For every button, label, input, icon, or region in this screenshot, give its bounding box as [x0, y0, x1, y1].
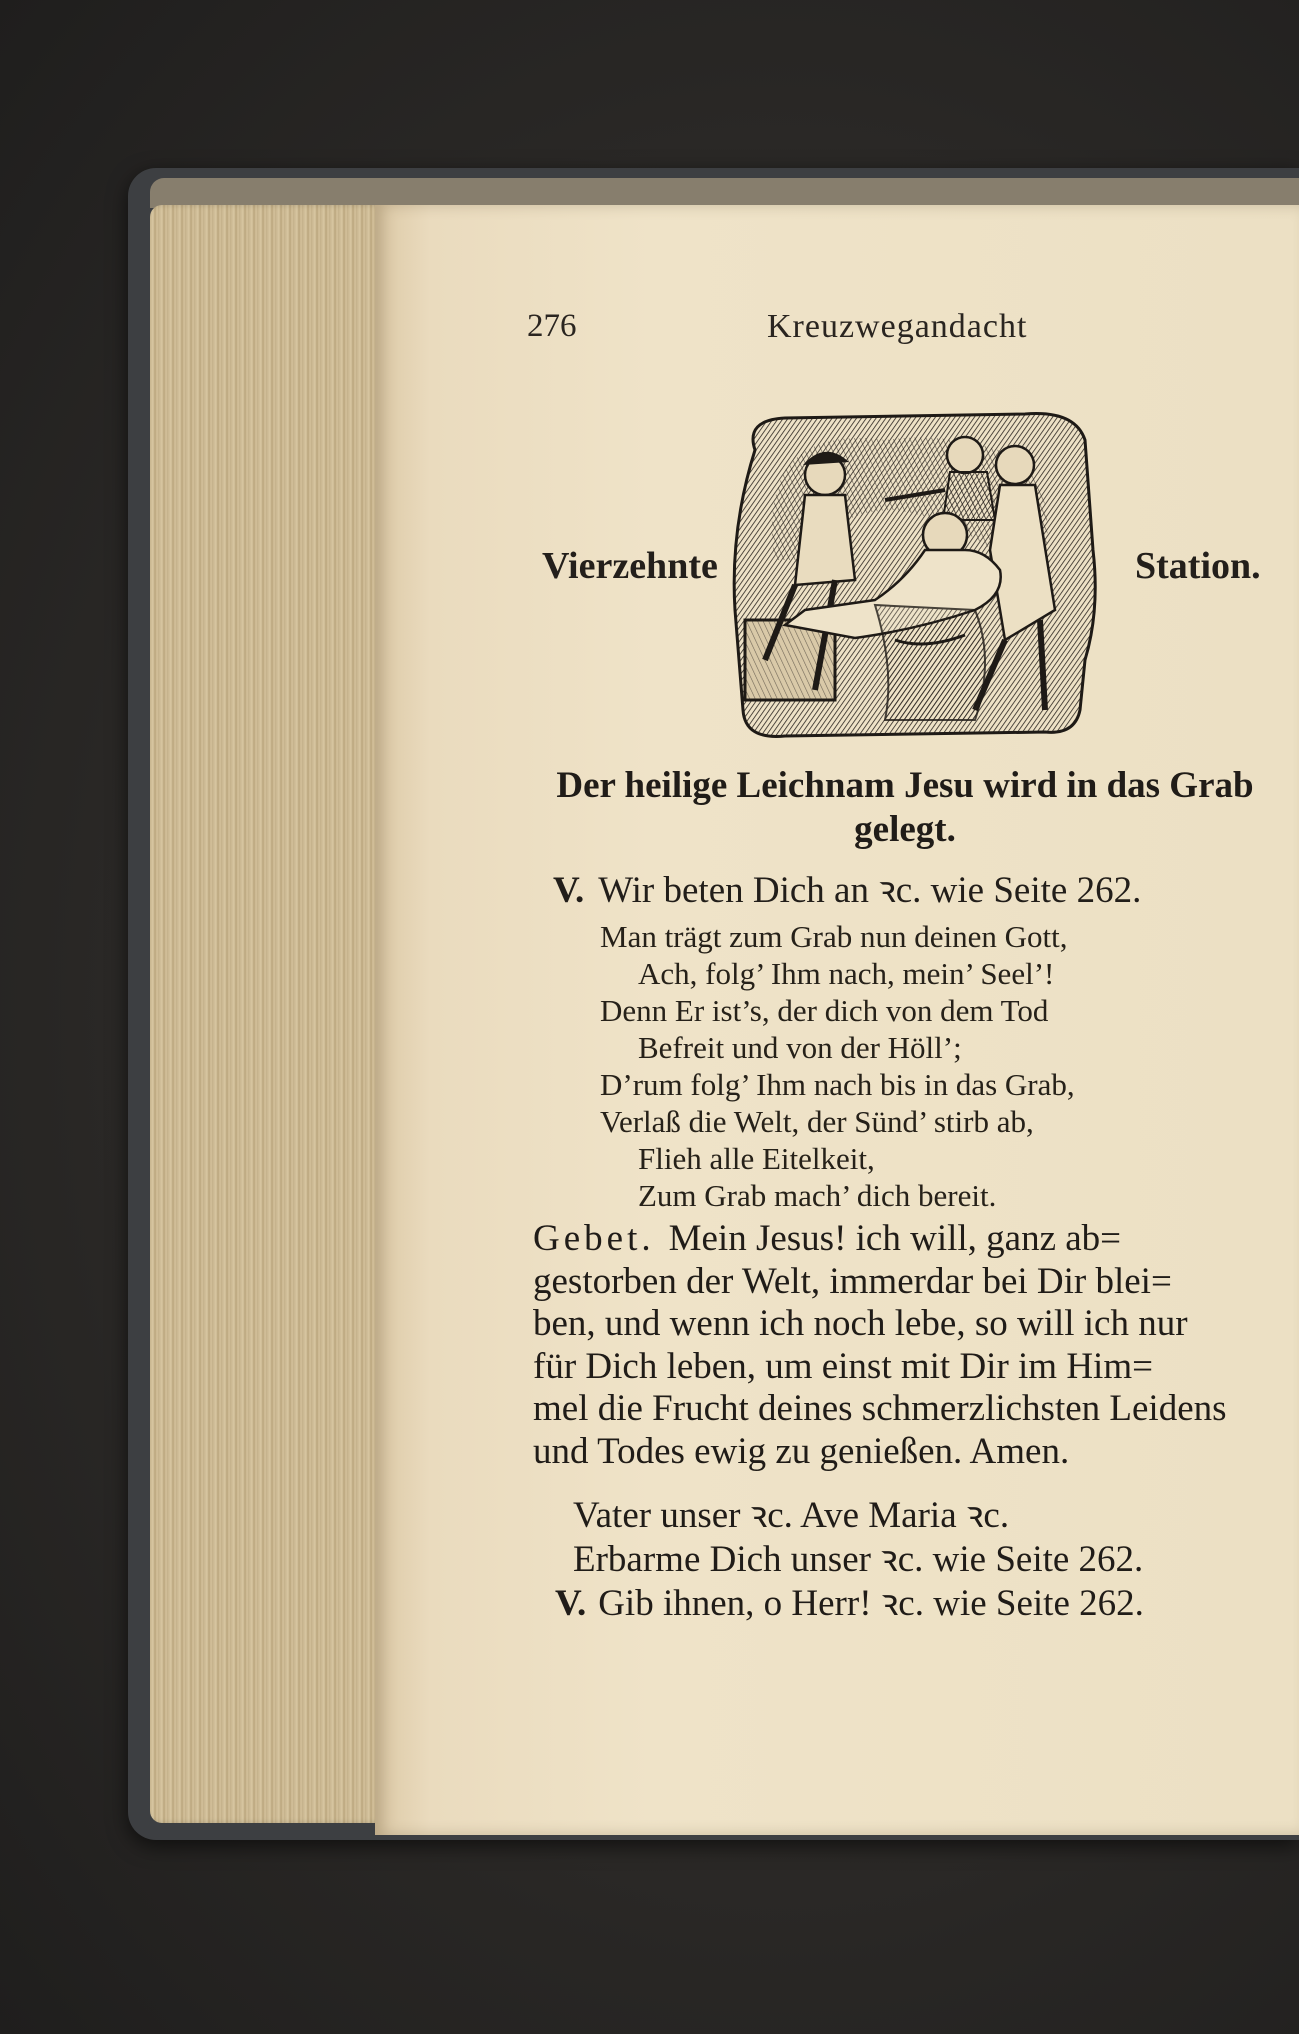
hymn-line: Ach, folg’ Ihm nach, mein’ Seel’!	[638, 956, 1055, 991]
closing-line: Erbarme Dich unser ꝛc. wie Seite 262.	[573, 1539, 1144, 1580]
closing-prayers	[555, 1494, 1293, 1626]
versicle-text: Wir beten Dich an ꝛc. wie Seite 262.	[598, 870, 1142, 911]
prayer-paragraph	[533, 1218, 1278, 1473]
prayer-line: mel die Frucht deines schmerzlichsten Leidens	[533, 1388, 1227, 1429]
prayer-line: für Dich leben, um einst mit Dir im Him=	[533, 1345, 1153, 1387]
versicle-mark: V.	[555, 1583, 587, 1624]
entombment-woodcut-illustration	[725, 410, 1100, 740]
prayer-line: gestorben der Welt, immerdar bei Dir blei=	[533, 1260, 1172, 1302]
prayer-line	[533, 1218, 1278, 1261]
prayer-label: Gebet.	[533, 1218, 655, 1259]
running-header	[527, 300, 1287, 350]
book-top-edge	[150, 178, 1299, 208]
versicle-text: Gib ihnen, o Herr! ꝛc. wie Seite 262.	[598, 1583, 1144, 1624]
station-heading-row	[530, 410, 1290, 740]
station-title-line-1: Der heilige Leichnam Jesu wird in das Grab	[556, 765, 1254, 806]
versicle-mark: V.	[553, 870, 585, 911]
hymn-line: D’rum folg’ Ihm nach bis in das Grab,	[600, 1067, 1075, 1102]
prayer-line: und Todes ewig zu genießen. Amen.	[533, 1430, 1070, 1472]
closing-line: Vater unser ꝛc. Ave Maria ꝛc.	[573, 1495, 1010, 1536]
hymn-line: Zum Grab mach’ dich bereit.	[638, 1178, 997, 1213]
station-title	[545, 764, 1265, 852]
hymn-line: Befreit und von der Höll’;	[638, 1030, 962, 1065]
page-number: 276	[527, 308, 577, 344]
station-label-left: Vierzehnte	[542, 545, 718, 587]
station-label-right: Station.	[1135, 545, 1261, 587]
hymn-line: Man trägt zum Grab nun deinen Gott,	[600, 919, 1068, 954]
hymn-verse	[600, 918, 1280, 1214]
hymn-line: Flieh alle Eitelkeit,	[638, 1141, 875, 1176]
prayer-line: ben, und wenn ich noch lebe, so will ich nur	[533, 1303, 1188, 1344]
closing-versicle	[555, 1582, 1293, 1626]
station-title-line-2: gelegt.	[854, 809, 956, 850]
versicle	[553, 862, 1293, 913]
hymn-line: Verlaß die Welt, der Sünd’ stirb ab,	[600, 1104, 1034, 1139]
prayer-text: Mein Jesus! ich will, ganz ab=	[668, 1218, 1122, 1259]
hymn-line: Denn Er ist’s, der dich von dem Tod	[600, 993, 1049, 1028]
page-stack-edge	[150, 205, 386, 1823]
running-title: Kreuzwegandacht	[767, 308, 1028, 345]
